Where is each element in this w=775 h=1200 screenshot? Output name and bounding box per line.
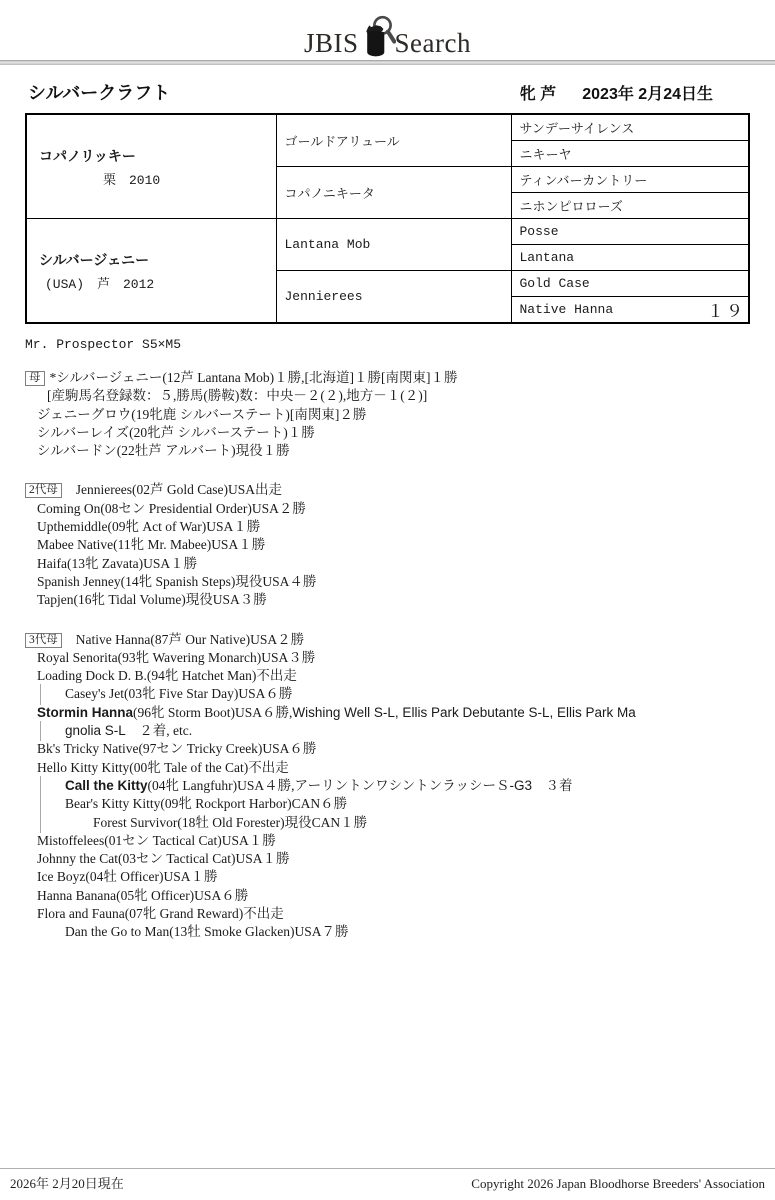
fam-line-detail: ３着 <box>532 777 573 793</box>
fam-line: Tapjen(16牝 Tidal Volume)現役USA３勝 <box>37 592 267 608</box>
race-names: gnolia S-L <box>65 723 126 739</box>
grandparent-cell: サンデーサイレンス <box>511 114 749 141</box>
fam-line: Mabee Native(11牝 Mr. Mabee)USA１勝 <box>37 537 266 553</box>
dam-detail: (USA) 芦 2012 <box>45 276 155 292</box>
family-number: １９ <box>707 302 745 321</box>
granddam3-headline: Native Hanna(87芦 Our Native)USA２勝 <box>75 631 305 647</box>
dam-name: シルバージェニー <box>39 251 150 268</box>
fam-line: Upthemiddle(09牝 Act of War)USA１勝 <box>37 519 261 535</box>
granddam2-label-badge: 2代母 <box>25 483 62 498</box>
sire-name: コパノリッキー <box>39 147 136 164</box>
fam-line: Coming On(08セン Presidential Order)USA２勝 <box>37 500 306 516</box>
grandparent-cell: ニキーヤ <box>511 141 749 167</box>
granddam2-headline: Jennierees(02芦 Gold Case)USA出走 <box>75 482 282 498</box>
fam-line-call-the-kitty <box>25 777 775 795</box>
grandparent-cell: Posse <box>511 219 749 245</box>
race-names: Wishing Well S-L, Ellis Park Debutante S-L, Ellis Park Ma <box>292 704 636 720</box>
dam-label-badge: 母 <box>25 371 45 386</box>
sire-cell <box>26 114 276 219</box>
fam-line: Ice Boyz(04牡 Officer)USA１勝 <box>37 869 218 885</box>
fam-line-detail: (96牝 Storm Boot)USA６勝, <box>133 704 293 720</box>
fam-line: Forest Survivor(18牡 Old Forester)現役CAN１勝 <box>25 814 775 832</box>
dam-sire-cell: Lantana Mob <box>276 219 511 271</box>
dam-dam-cell: Jennierees <box>276 271 511 324</box>
fam-line: Dan the Go to Man(13牡 Smoke Glacken)USA７勝 <box>65 924 349 940</box>
grandparent-cell-family <box>511 297 749 324</box>
fam-line: Haifa(13牝 Zavata)USA１勝 <box>37 555 198 571</box>
fam-line: Spanish Jenney(14牝 Spanish Steps)現役USA４勝 <box>37 573 317 589</box>
horse-birthdate: 2023年 2月24日生 <box>582 86 713 103</box>
horse-name-title: シルバークラフト <box>28 83 171 103</box>
fam-line-detail: ２着, etc. <box>125 723 193 739</box>
logo-jbis-text: JBIS <box>304 28 359 58</box>
horse-magnifier-icon <box>360 14 396 60</box>
granddam3-section <box>25 631 775 942</box>
fam-line: Johnny the Cat(03セン Tactical Cat)USA１勝 <box>37 851 290 867</box>
logo-search-text: Search <box>394 28 471 58</box>
fam-line-continuation <box>25 722 775 740</box>
inbreeding-note: Mr. Prospector S5×M5 <box>25 337 182 352</box>
fam-line-detail: (04牝 Langfuhr)USA４勝, <box>147 777 295 793</box>
fam-line: シルバーレイズ(20牝芦 シルバーステート)１勝 <box>37 424 315 440</box>
dam-cell <box>26 219 276 324</box>
fam-line: Loading Dock D. B.(94牝 Hatchet Man)不出走 <box>37 668 297 684</box>
pedigree-table <box>25 113 750 324</box>
as-of-date: 2026年 2月20日現在 <box>10 1176 124 1191</box>
grandparent-cell: Lantana <box>511 245 749 271</box>
fam-line: Casey's Jet(03牝 Five Star Day)USA６勝 <box>25 685 775 703</box>
jbis-search-logo <box>0 0 775 57</box>
sire-dam-cell: コパノニキータ <box>276 167 511 219</box>
grandparent-cell: ニホンピロローズ <box>511 193 749 219</box>
grandparent-cell: Gold Case <box>511 271 749 297</box>
sire-sire-cell: ゴールドアリュール <box>276 114 511 167</box>
granddam2-section <box>25 481 775 609</box>
fam-line: Flora and Fauna(07牝 Grand Reward)不出走 <box>37 906 284 922</box>
horse-sex-coat: 牝 芦 <box>519 86 557 103</box>
fam-line: Hanna Banana(05牝 Officer)USA６勝 <box>37 887 249 903</box>
fam-line: シルバードン(22牡芦 アルバート)現役１勝 <box>37 443 290 459</box>
horse-title-row <box>28 79 713 105</box>
grandparent-name: Native Hanna <box>519 302 614 317</box>
header-divider <box>0 60 775 65</box>
dam-headline: *シルバージェニー(12芦 Lantana Mob)１勝,[北海道]１勝[南関東]１勝 <box>49 370 458 385</box>
race-names: アーリントンワシントンラッシーＳ-G3 <box>294 777 532 793</box>
fam-line: Mistoffelees(01セン Tactical Cat)USA１勝 <box>37 832 276 848</box>
dam-registry-line: [産駒馬名登録数：５,勝馬(勝鞍)数：中央－２(２),地方－１(２)] <box>47 388 428 404</box>
page-footer <box>0 1168 775 1200</box>
stakes-winner-name: Call the Kitty <box>65 777 148 793</box>
dam-section <box>25 369 775 460</box>
granddam3-label-badge: 3代母 <box>25 633 62 648</box>
grandparent-cell: ティンバーカントリー <box>511 167 749 193</box>
sire-detail: 栗 2010 <box>103 172 161 188</box>
fam-line: ジェニーグロウ(19牝鹿 シルバーステート)[南関東]２勝 <box>37 406 367 422</box>
fam-line: Bear's Kitty Kitty(09牝 Rockport Harbor)CAN６勝 <box>25 795 775 813</box>
copyright-text: Copyright 2026 Japan Bloodhorse Breeders' Association <box>471 1176 765 1191</box>
fam-line: Bk's Tricky Native(97セン Tricky Creek)USA６勝 <box>37 741 317 757</box>
horse-info <box>520 81 713 104</box>
fam-line: Royal Senorita(93牝 Wavering Monarch)USA３勝 <box>37 649 316 665</box>
stakes-winner-name: Stormin Hanna <box>37 704 134 720</box>
fam-line-stormin-hanna <box>25 704 775 722</box>
fam-line: Hello Kitty Kitty(00牝 Tale of the Cat)不出走 <box>37 759 289 775</box>
